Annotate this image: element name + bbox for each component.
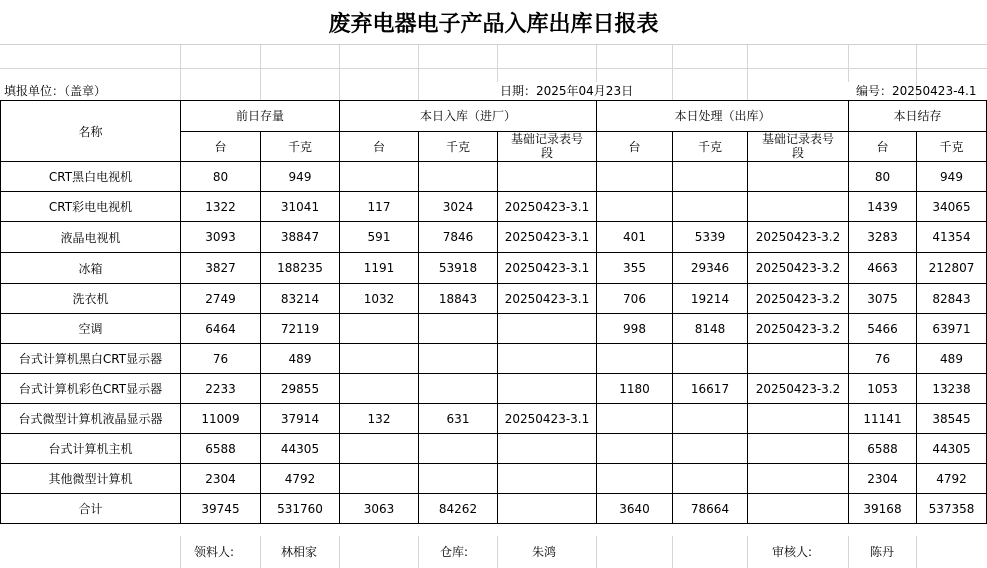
in-units-cell: 1032 <box>340 284 419 314</box>
grid-line <box>672 536 673 568</box>
out-units-cell: 3640 <box>597 494 673 524</box>
in-kg-cell <box>419 374 498 404</box>
out-record-cell: 20250423-3.2 <box>748 222 849 253</box>
out-kg-cell <box>673 344 748 374</box>
prev-units-cell: 2749 <box>181 284 261 314</box>
out-kg-cell <box>673 404 748 434</box>
table-row <box>1 434 987 464</box>
prev-kg-cell: 37914 <box>261 404 340 434</box>
prev-kg-cell: 38847 <box>261 222 340 253</box>
stock-units-cell: 6588 <box>849 434 917 464</box>
in-units-cell: 591 <box>340 222 419 253</box>
stock-kg-cell: 489 <box>917 344 987 374</box>
out-record-cell <box>748 494 849 524</box>
grid-line <box>848 536 849 568</box>
out-units-cell <box>597 464 673 494</box>
prev-units-cell: 6464 <box>181 314 261 344</box>
in-units-cell: 3063 <box>340 494 419 524</box>
grid-line <box>0 68 987 69</box>
in-kg-cell: 53918 <box>419 253 498 284</box>
header-row-1 <box>1 101 987 132</box>
header-today-out: 本日处理（出库） <box>597 101 849 132</box>
grid-line <box>672 44 673 100</box>
prev-kg-cell: 31041 <box>261 192 340 222</box>
out-record-cell <box>748 192 849 222</box>
prev-units-cell: 3827 <box>181 253 261 284</box>
prev-units-cell: 6588 <box>181 434 261 464</box>
header-name: 名称 <box>1 101 181 162</box>
in-record-cell <box>498 434 597 464</box>
warehouse-name: 朱鸿 <box>532 545 557 559</box>
grid-line <box>418 536 419 568</box>
in-units-cell: 1191 <box>340 253 419 284</box>
out-kg-cell <box>673 434 748 464</box>
header-unit-kg: 千克 <box>419 131 498 162</box>
product-name-cell: 台式微型计算机液晶显示器 <box>1 404 181 434</box>
product-name-cell: CRT彩电电视机 <box>1 192 181 222</box>
in-record-cell <box>498 344 597 374</box>
table-row <box>1 222 987 253</box>
grid-line <box>260 44 261 100</box>
out-kg-cell <box>673 464 748 494</box>
stock-kg-cell: 949 <box>917 162 987 192</box>
grid-line <box>848 44 849 82</box>
out-units-cell <box>597 434 673 464</box>
in-record-cell <box>498 494 597 524</box>
report-date: 日期：2025年04月23日 <box>500 84 634 98</box>
stock-kg-cell: 13238 <box>917 374 987 404</box>
out-units-cell <box>597 344 673 374</box>
report-table <box>0 100 987 524</box>
product-name-cell: 台式计算机黑白CRT显示器 <box>1 344 181 374</box>
table-row <box>1 404 987 434</box>
out-kg-cell: 16617 <box>673 374 748 404</box>
report-title: 废弃电器电子产品入库出库日报表 <box>0 0 987 45</box>
in-kg-cell: 84262 <box>419 494 498 524</box>
out-record-cell: 20250423-3.2 <box>748 253 849 284</box>
table-row <box>1 253 987 284</box>
out-units-cell: 706 <box>597 284 673 314</box>
out-record-cell <box>748 344 849 374</box>
out-units-cell <box>597 162 673 192</box>
prev-kg-cell: 489 <box>261 344 340 374</box>
grid-line <box>916 536 917 568</box>
out-kg-cell: 5339 <box>673 222 748 253</box>
grid-line <box>180 44 181 100</box>
in-units-cell <box>340 162 419 192</box>
header-unit-kg: 千克 <box>917 131 987 162</box>
out-kg-cell: 29346 <box>673 253 748 284</box>
total-row <box>1 494 987 524</box>
in-record-cell: 20250423-3.1 <box>498 192 597 222</box>
prev-kg-cell: 188235 <box>261 253 340 284</box>
grid-line <box>418 44 419 100</box>
stock-kg-cell: 537358 <box>917 494 987 524</box>
stock-units-cell: 76 <box>849 344 917 374</box>
product-name-cell: 台式计算机彩色CRT显示器 <box>1 374 181 404</box>
grid-line <box>747 536 748 568</box>
prev-units-cell: 80 <box>181 162 261 192</box>
table-row <box>1 314 987 344</box>
grid-line <box>497 536 498 568</box>
reviewer-label: 审核人: <box>772 545 813 559</box>
in-kg-cell <box>419 434 498 464</box>
header-record: 基础记录表号段 <box>748 131 849 162</box>
in-kg-cell: 18843 <box>419 284 498 314</box>
reviewer-name: 陈丹 <box>870 545 895 559</box>
product-name-cell: 冰箱 <box>1 253 181 284</box>
in-units-cell: 132 <box>340 404 419 434</box>
out-units-cell: 401 <box>597 222 673 253</box>
product-name-cell: 液晶电视机 <box>1 222 181 253</box>
prev-units-cell: 2304 <box>181 464 261 494</box>
in-record-cell <box>498 162 597 192</box>
in-kg-cell: 3024 <box>419 192 498 222</box>
grid-line <box>596 536 597 568</box>
stock-kg-cell: 38545 <box>917 404 987 434</box>
grid-line <box>339 536 340 568</box>
prev-units-cell: 3093 <box>181 222 261 253</box>
stock-kg-cell: 34065 <box>917 192 987 222</box>
stock-units-cell: 2304 <box>849 464 917 494</box>
stock-kg-cell: 44305 <box>917 434 987 464</box>
stock-kg-cell: 41354 <box>917 222 987 253</box>
out-record-cell <box>748 162 849 192</box>
prev-units-cell: 11009 <box>181 404 261 434</box>
prev-units-cell: 39745 <box>181 494 261 524</box>
in-record-cell <box>498 374 597 404</box>
grid-line <box>596 44 597 82</box>
in-kg-cell <box>419 162 498 192</box>
out-units-cell: 998 <box>597 314 673 344</box>
in-record-cell: 20250423-3.1 <box>498 404 597 434</box>
in-kg-cell <box>419 464 498 494</box>
out-kg-cell: 78664 <box>673 494 748 524</box>
header-unit-tai: 台 <box>597 131 673 162</box>
table-row <box>1 464 987 494</box>
prev-kg-cell: 44305 <box>261 434 340 464</box>
header-unit-kg: 千克 <box>261 131 340 162</box>
header-unit-kg: 千克 <box>673 131 748 162</box>
in-units-cell <box>340 464 419 494</box>
in-kg-cell <box>419 344 498 374</box>
in-record-cell: 20250423-3.1 <box>498 253 597 284</box>
in-units-cell <box>340 374 419 404</box>
header-prev-stock: 前日存量 <box>181 101 340 132</box>
table-row <box>1 374 987 404</box>
receiver-name: 林相家 <box>281 545 318 559</box>
signature-footer <box>0 536 987 568</box>
out-record-cell: 20250423-3.2 <box>748 314 849 344</box>
in-units-cell <box>340 344 419 374</box>
table-row <box>1 344 987 374</box>
product-name-cell: CRT黑白电视机 <box>1 162 181 192</box>
stock-units-cell: 1439 <box>849 192 917 222</box>
grid-line <box>180 536 181 568</box>
in-units-cell <box>340 434 419 464</box>
table-row <box>1 162 987 192</box>
out-kg-cell: 8148 <box>673 314 748 344</box>
receiver-label: 领料人: <box>194 545 235 559</box>
prev-kg-cell: 531760 <box>261 494 340 524</box>
out-units-cell <box>597 192 673 222</box>
stock-units-cell: 5466 <box>849 314 917 344</box>
prev-units-cell: 1322 <box>181 192 261 222</box>
out-record-cell <box>748 464 849 494</box>
product-name-cell: 空调 <box>1 314 181 344</box>
prev-kg-cell: 949 <box>261 162 340 192</box>
header-unit-tai: 台 <box>849 131 917 162</box>
product-name-cell: 台式计算机主机 <box>1 434 181 464</box>
prev-kg-cell: 72119 <box>261 314 340 344</box>
out-units-cell: 355 <box>597 253 673 284</box>
product-name-cell: 洗衣机 <box>1 284 181 314</box>
out-units-cell <box>597 404 673 434</box>
in-record-cell <box>498 314 597 344</box>
in-units-cell <box>340 314 419 344</box>
prev-units-cell: 76 <box>181 344 261 374</box>
out-kg-cell <box>673 192 748 222</box>
out-units-cell: 1180 <box>597 374 673 404</box>
grid-line <box>260 536 261 568</box>
header-unit-tai: 台 <box>340 131 419 162</box>
header-unit-tai: 台 <box>181 131 261 162</box>
stock-units-cell: 1053 <box>849 374 917 404</box>
table-row <box>1 192 987 222</box>
out-record-cell: 20250423-3.2 <box>748 284 849 314</box>
stock-units-cell: 3075 <box>849 284 917 314</box>
product-name-cell: 合计 <box>1 494 181 524</box>
out-record-cell <box>748 434 849 464</box>
table-row <box>1 284 987 314</box>
stock-units-cell: 39168 <box>849 494 917 524</box>
out-record-cell: 20250423-3.2 <box>748 374 849 404</box>
warehouse-label: 仓库: <box>440 545 469 559</box>
header-today-stock: 本日结存 <box>849 101 987 132</box>
in-record-cell: 20250423-3.1 <box>498 222 597 253</box>
in-units-cell: 117 <box>340 192 419 222</box>
prev-kg-cell: 83214 <box>261 284 340 314</box>
stock-units-cell: 4663 <box>849 253 917 284</box>
prev-units-cell: 2233 <box>181 374 261 404</box>
prev-kg-cell: 4792 <box>261 464 340 494</box>
prev-kg-cell: 29855 <box>261 374 340 404</box>
header-record: 基础记录表号段 <box>498 131 597 162</box>
reporting-unit-label: 填报单位：（盖章） <box>4 84 107 98</box>
out-kg-cell: 19214 <box>673 284 748 314</box>
stock-units-cell: 80 <box>849 162 917 192</box>
stock-units-cell: 3283 <box>849 222 917 253</box>
in-kg-cell <box>419 314 498 344</box>
in-kg-cell: 631 <box>419 404 498 434</box>
out-kg-cell <box>673 162 748 192</box>
header-today-in: 本日入库（进厂） <box>340 101 597 132</box>
grid-line <box>747 44 748 100</box>
in-record-cell <box>498 464 597 494</box>
product-name-cell: 其他微型计算机 <box>1 464 181 494</box>
in-kg-cell: 7846 <box>419 222 498 253</box>
in-record-cell: 20250423-3.1 <box>498 284 597 314</box>
stock-kg-cell: 4792 <box>917 464 987 494</box>
stock-kg-cell: 63971 <box>917 314 987 344</box>
grid-line <box>339 44 340 100</box>
stock-kg-cell: 82843 <box>917 284 987 314</box>
stock-kg-cell: 212807 <box>917 253 987 284</box>
report-number: 编号：20250423-4.1 <box>856 84 977 98</box>
stock-units-cell: 11141 <box>849 404 917 434</box>
grid-line <box>497 44 498 82</box>
out-record-cell <box>748 404 849 434</box>
